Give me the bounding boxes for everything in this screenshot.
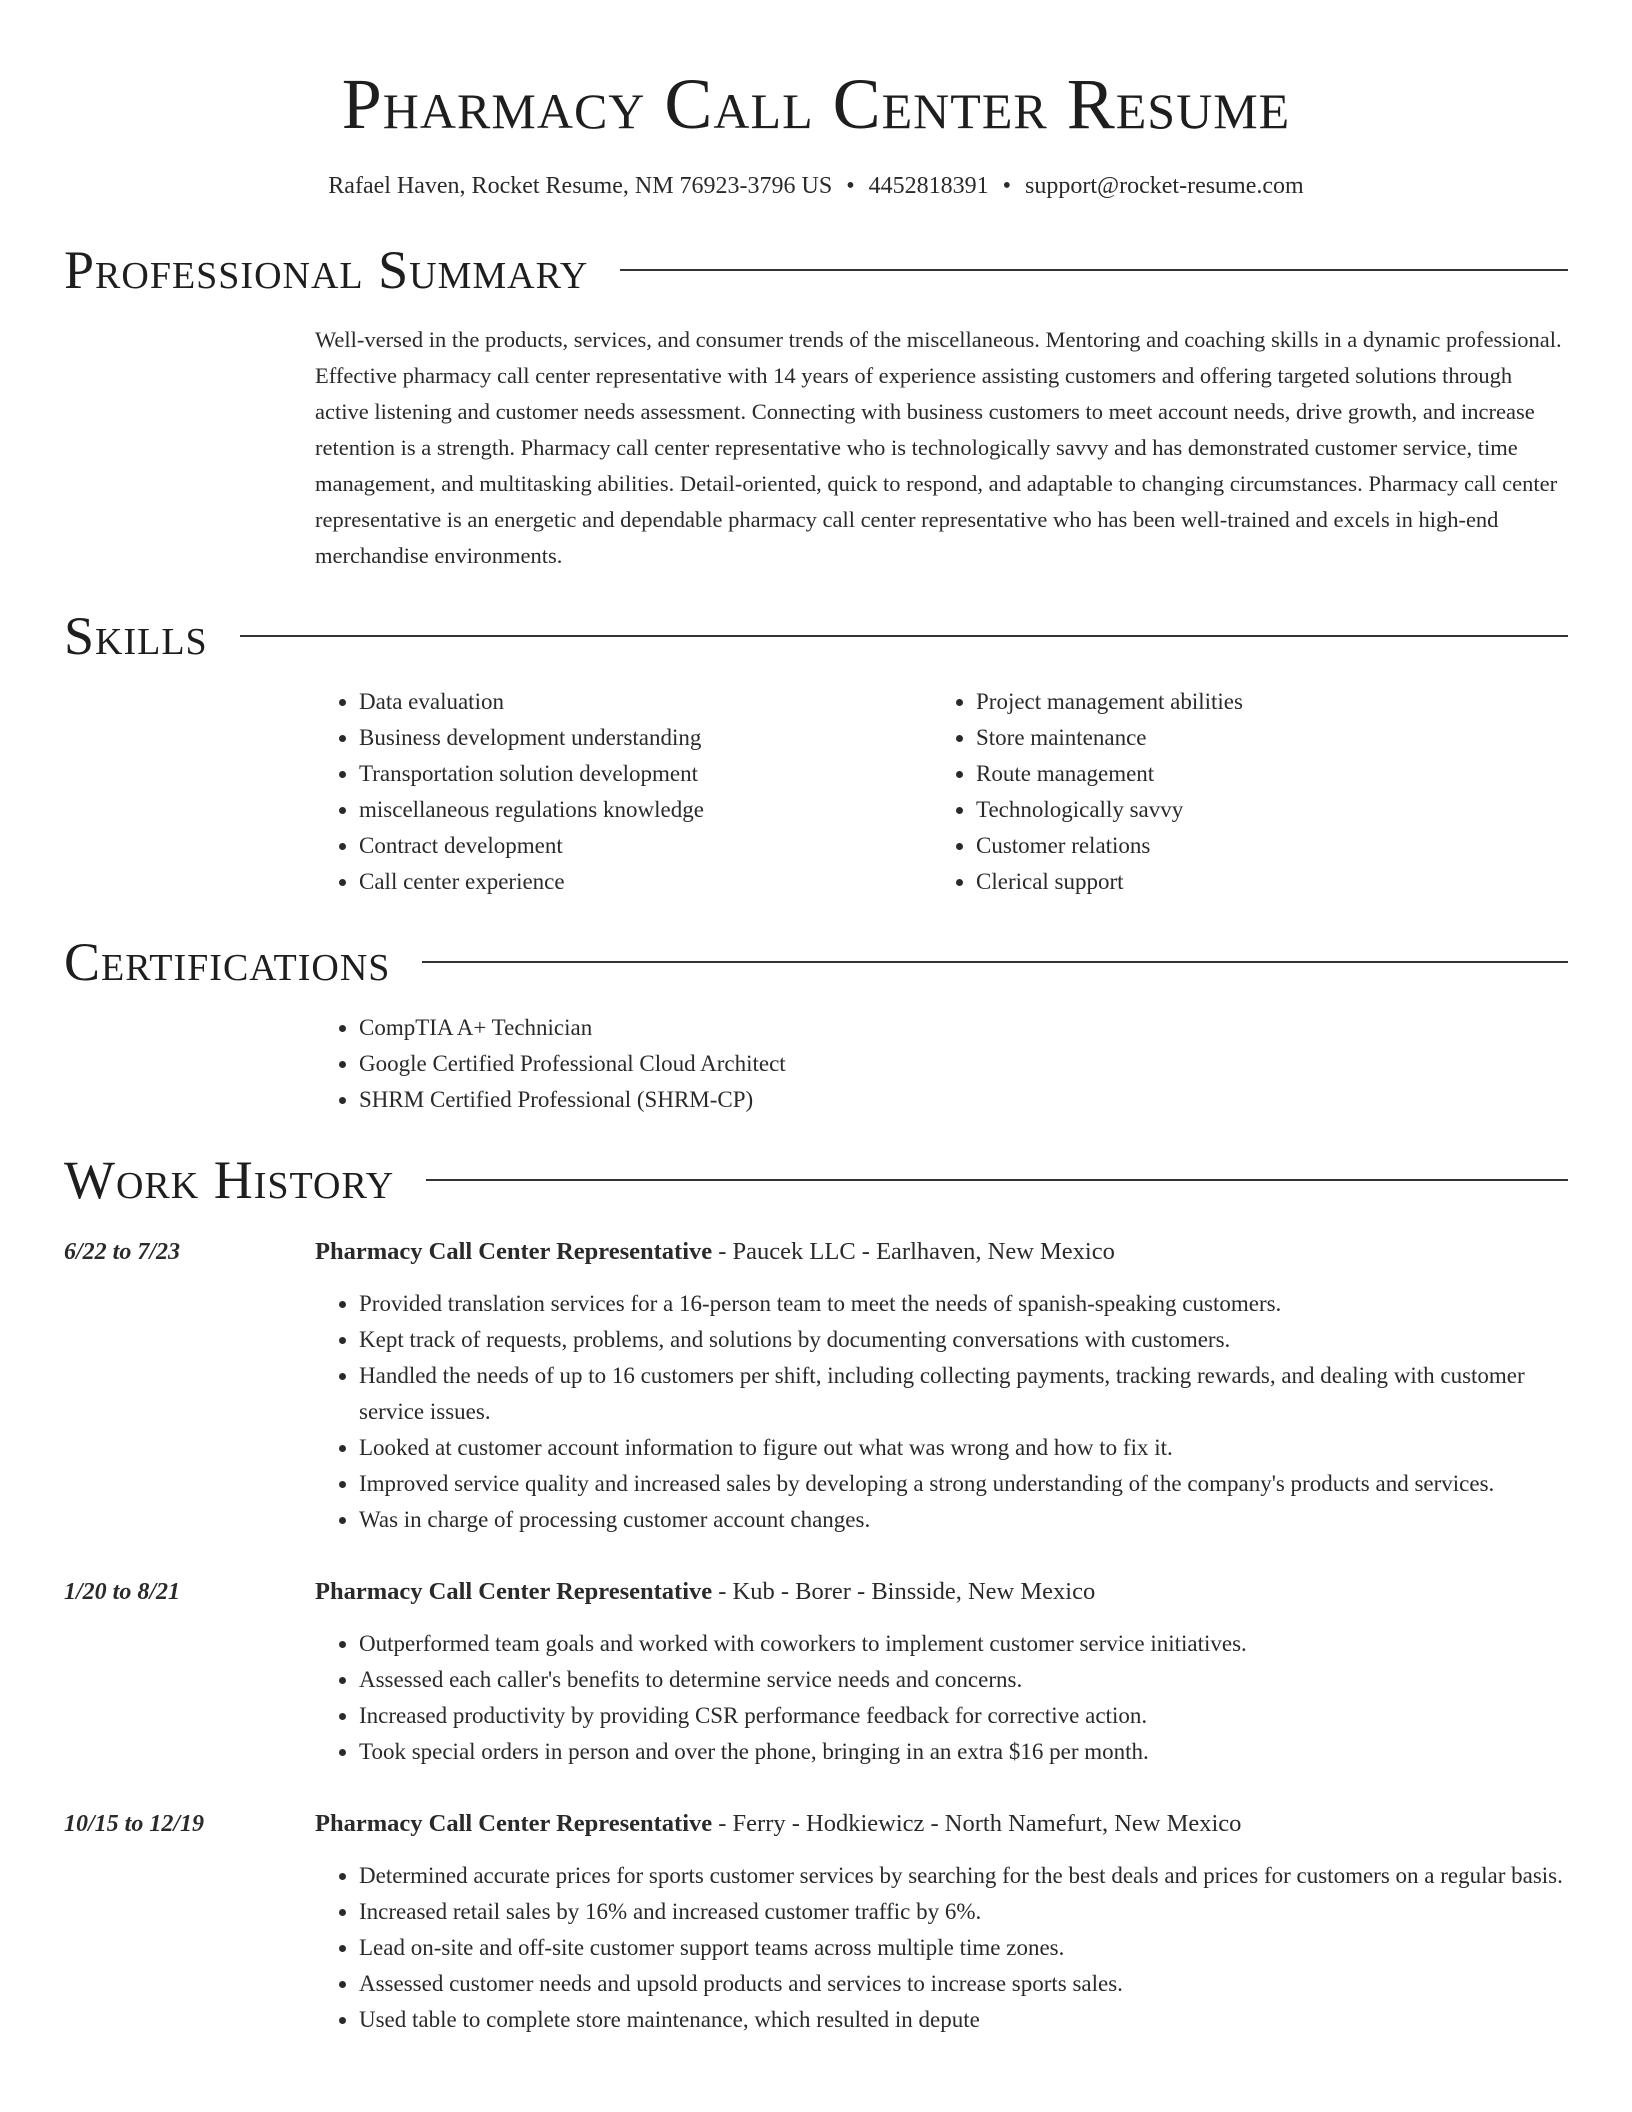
resume-title: Pharmacy Call Center Resume	[341, 64, 1291, 144]
job-bullet: • Looked at customer account information to figure out what was wrong and how to fix it.	[359, 1430, 1568, 1466]
job-bullet: • Assessed each caller's benefits to determine service needs and concerns.	[359, 1662, 1568, 1698]
skills-grid	[315, 684, 1568, 900]
resume-page	[64, 0, 1568, 2038]
job-heading	[315, 1574, 1568, 1610]
section-title-work-history: Work History	[64, 1150, 395, 1210]
job-bullet: • Assessed customer needs and upsold products and services to increase sports sales.	[359, 1966, 1568, 2002]
contact-line	[64, 170, 1568, 202]
job-bullet: • Used table to complete store maintenance, which resulted in depute	[359, 2002, 1568, 2038]
job-bullet: • Improved service quality and increased sales by developing a strong understanding of the company's products and services.	[359, 1466, 1568, 1502]
section-header-certifications	[64, 930, 1568, 994]
job-bullet: • Increased retail sales by 16% and increased customer traffic by 6%.	[359, 1894, 1568, 1930]
job-dates: 10/15 to 12/19	[64, 1811, 205, 1837]
job-heading	[315, 1806, 1568, 1842]
contact-email: support@rocket-resume.com	[1025, 173, 1304, 199]
job-bullet: • Took special orders in person and over the phone, bringing in an extra $16 per month.	[359, 1734, 1568, 1770]
job-entry	[64, 1574, 1568, 1770]
job-details	[315, 1234, 1568, 1538]
certification-item: • SHRM Certified Professional (SHRM-CP)	[359, 1082, 1568, 1118]
skill-item: • Route management	[976, 756, 1549, 792]
skill-item: • miscellaneous regulations knowledge	[359, 792, 932, 828]
skill-item: • Contract development	[359, 828, 932, 864]
job-bullets	[315, 1286, 1568, 1538]
skill-item: • Clerical support	[976, 864, 1549, 900]
job-role: Pharmacy Call Center Representative	[315, 1810, 713, 1837]
section-header-skills	[64, 604, 1568, 668]
job-bullet: • Was in charge of processing customer account changes.	[359, 1502, 1568, 1538]
job-bullet: • Outperformed team goals and worked with coworkers to implement customer service initiatives.	[359, 1626, 1568, 1662]
skills-column-right	[932, 684, 1549, 900]
skill-item: • Project management abilities	[976, 684, 1549, 720]
job-bullet: • Handled the needs of up to 16 customers per shift, including collecting payments, tracking rewards, and dealing with customer service issues.	[359, 1358, 1568, 1430]
section-header-summary	[64, 238, 1568, 302]
job-entry	[64, 1234, 1568, 1538]
contact-phone: 4452818391	[868, 173, 989, 199]
section-divider	[426, 1179, 1568, 1181]
job-bullet: • Determined accurate prices for sports customer services by searching for the best deals and prices for customers on a regular basis.	[359, 1858, 1568, 1894]
job-bullet: • Lead on-site and off-site customer support teams across multiple time zones.	[359, 1930, 1568, 1966]
skills-column-left	[315, 684, 932, 900]
contact-address: Rafael Haven, Rocket Resume, NM 76923-3796 US	[328, 173, 833, 199]
job-employer: - Ferry - Hodkiewicz - North Namefurt, New Mexico	[712, 1810, 1242, 1837]
job-bullets	[315, 1858, 1568, 2038]
skill-item: • Business development understanding	[359, 720, 932, 756]
section-header-work-history	[64, 1148, 1568, 1212]
job-heading	[315, 1234, 1568, 1270]
section-title-summary: Professional Summary	[64, 240, 589, 300]
job-role: Pharmacy Call Center Representative	[315, 1578, 713, 1605]
summary-paragraph: Well-versed in the products, services, and consumer trends of the miscellaneous. Mentoring and coaching skills in a dynamic professional. Effective pharmacy call center representative with 14 years of experience assisting customers and offering targeted solutions through active listening and customer needs assessment. Connecting with business customers to meet account needs, drive growth, and increase retention is a strength. Pharmacy call center representative who is technologically savvy and has demonstrated customer service, time management, and multitasking abilities. Detail-oriented, quick to respond, and adaptable to changing circumstances. Pharmacy call center representative is an energetic and dependable pharmacy call center representative who has been well-trained and excels in high-end merchandise environments.	[315, 327, 1562, 568]
job-employer: - Paucek LLC - Earlhaven, New Mexico	[712, 1238, 1115, 1265]
job-employer: - Kub - Borer - Binsside, New Mexico	[712, 1578, 1096, 1605]
job-bullet: • Increased productivity by providing CSR performance feedback for corrective action.	[359, 1698, 1568, 1734]
section-divider	[422, 961, 1568, 963]
skill-item: • Store maintenance	[976, 720, 1549, 756]
job-details	[315, 1806, 1568, 2038]
job-details	[315, 1574, 1568, 1770]
certifications-list	[315, 1010, 1568, 1118]
skill-item: • Customer relations	[976, 828, 1549, 864]
contact-separator: •	[846, 173, 855, 199]
contact-separator: •	[1002, 173, 1012, 199]
skill-item: • Technologically savvy	[976, 792, 1549, 828]
job-bullet: • Provided translation services for a 16-person team to meet the needs of spanish-speaking customers.	[359, 1286, 1568, 1322]
skill-item: • Call center experience	[359, 864, 932, 900]
job-bullets	[315, 1626, 1568, 1770]
certification-item: • Google Certified Professional Cloud Architect	[359, 1046, 1568, 1082]
skill-item: • Data evaluation	[359, 684, 932, 720]
section-title-skills: Skills	[64, 606, 208, 666]
section-title-certifications: Certifications	[64, 932, 391, 992]
job-dates: 6/22 to 7/23	[64, 1239, 181, 1265]
section-divider	[240, 635, 1568, 637]
certification-item: • CompTIA A+ Technician	[359, 1010, 1568, 1046]
job-bullet: • Kept track of requests, problems, and solutions by documenting conversations with customers.	[359, 1322, 1568, 1358]
job-dates: 1/20 to 8/21	[64, 1579, 181, 1605]
skill-item: • Transportation solution development	[359, 756, 932, 792]
job-role: Pharmacy Call Center Representative	[315, 1238, 713, 1265]
job-entry	[64, 1806, 1568, 2038]
section-divider	[620, 269, 1568, 271]
